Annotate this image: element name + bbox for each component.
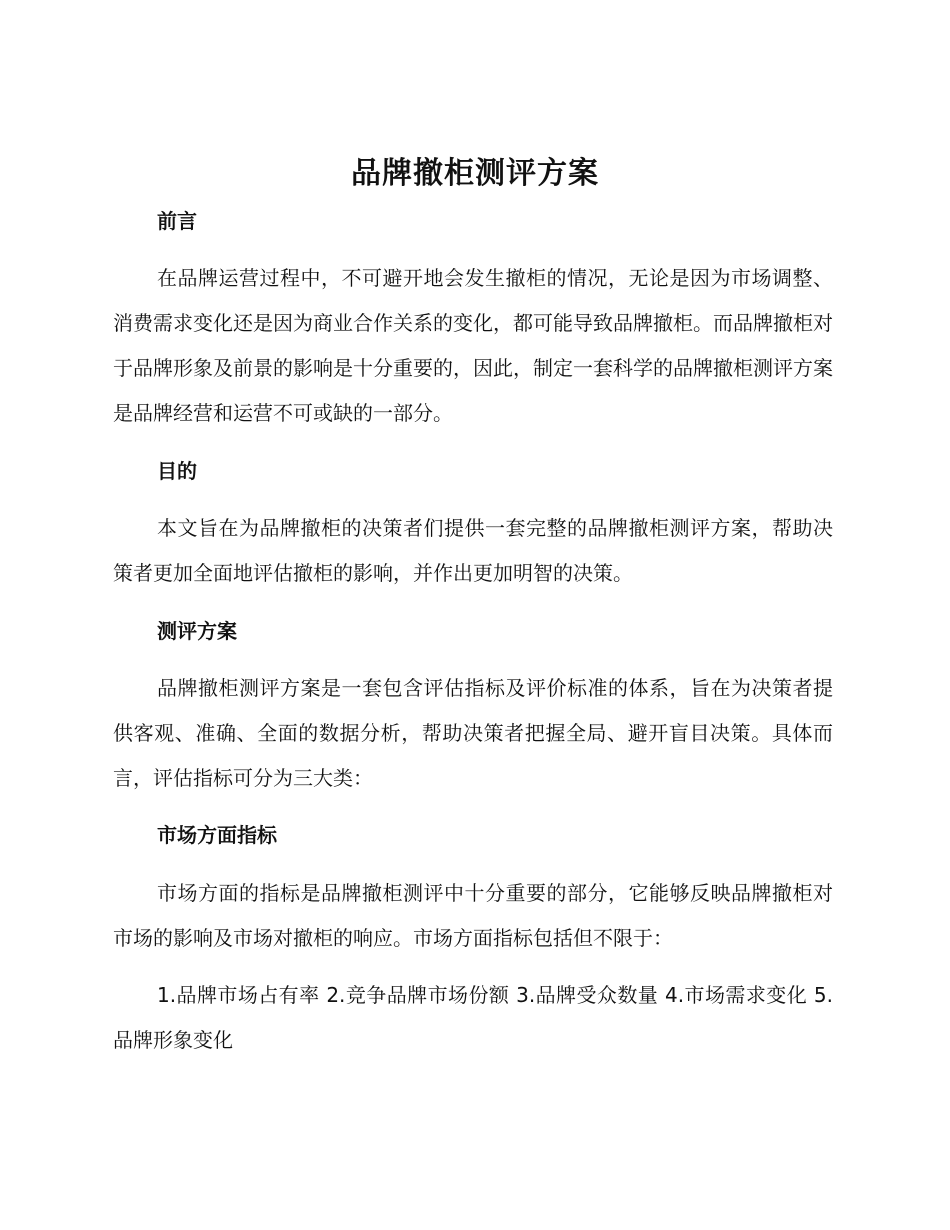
document-title: 品牌撤柜测评方案 bbox=[351, 156, 599, 191]
section-paragraph-evaluation-plan: 品牌撤柜测评方案是一套包含评估指标及评价标准的体系，旨在为决策者提供客观、准确、全面的数据分析，帮助决策者把握全局、避开盲目决策。具体而言，评估指标可分为三大类： bbox=[113, 676, 833, 790]
section-heading-evaluation-plan: 测评方案 bbox=[157, 619, 237, 643]
section-paragraph-preface: 在品牌运营过程中，不可避开地会发生撤柜的情况，无论是因为市场调整、消费需求变化还是因为商业合作关系的变化，都可能导致品牌撤柜。而品牌撤柜对于品牌形象及前景的影响是十分重要的，因此，制定一套科学的品牌撤柜测评方案是品牌经营和运营不可或缺的一部分。 bbox=[113, 266, 833, 425]
market-indicator-list: 1.品牌市场占有率 2.竞争品牌市场份额 3.品牌受众数量 4.市场需求变化 5.品牌形象变化 bbox=[113, 983, 833, 1052]
section-heading-market-indicators: 市场方面指标 bbox=[157, 823, 277, 847]
section-heading-purpose: 目的 bbox=[157, 459, 197, 483]
section-paragraph-market-indicators: 市场方面的指标是品牌撤柜测评中十分重要的部分，它能够反映品牌撤柜对市场的影响及市场对撤柜的响应。市场方面指标包括但不限于： bbox=[113, 881, 833, 950]
section-paragraph-purpose: 本文旨在为品牌撤柜的决策者们提供一套完整的品牌撤柜测评方案，帮助决策者更加全面地评估撤柜的影响，并作出更加明智的决策。 bbox=[113, 516, 833, 585]
section-heading-preface: 前言 bbox=[157, 209, 197, 233]
